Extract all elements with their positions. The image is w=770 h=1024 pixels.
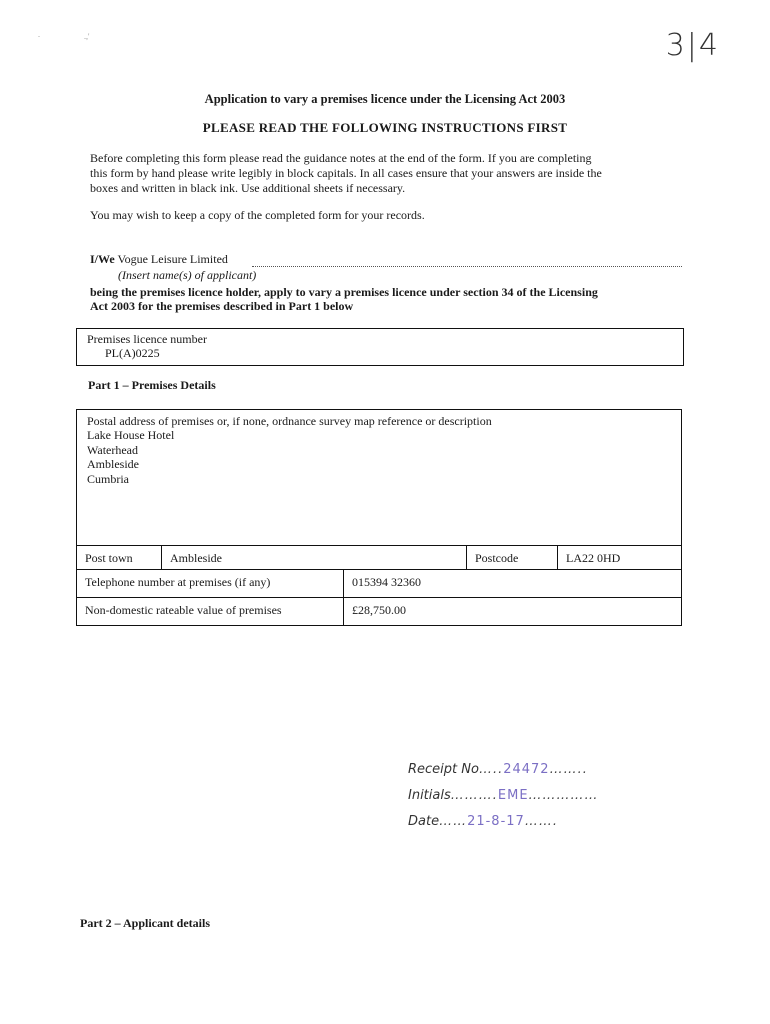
statement-line: being the premises licence holder, apply to vary a premises licence under section 34 of the Licensing [90,285,598,299]
address-lines [87,428,174,486]
instructions-line: Before completing this form please read the guidance notes at the end of the form. If you are completing [90,151,592,165]
applicant-line [90,252,680,267]
telephone-row [77,569,681,597]
initials: Initials……….EME…………… [408,788,599,803]
post-town-row [77,545,681,569]
post-town-label: Post town [85,551,133,565]
licence-number-label: Premises licence number [87,332,207,346]
receipt-label: Receipt No [408,762,479,777]
licence-number-value: PL(A)0225 [105,346,160,360]
receipt-number: Receipt No…..24472…….. [408,762,588,777]
address-line: Cumbria [87,471,129,486]
scan-speck: .,' [84,32,90,41]
instructions-paragraph [90,151,690,196]
postcode-value: LA22 0HD [557,546,681,569]
receipt-value: 24472 [503,762,550,777]
address-line: Lake House Hotel [87,428,175,442]
licence-number-box [76,328,684,366]
applicant-statement [90,285,690,313]
date-label: Date [408,814,440,829]
rateable-value-label: Non-domestic rateable value of premises [85,603,282,617]
initials-value: EME [497,788,529,803]
form-title: Application to vary a premises licence under the Licensing Act 2003 [204,92,566,106]
date: Date……21-8-17……. [408,814,558,829]
postcode-label: Postcode [466,546,557,569]
rateable-value: £28,750.00 [343,598,681,625]
rateable-value-row [77,597,681,625]
address-label: Postal address of premises or, if none, ordnance survey map reference or description [87,414,492,428]
address-line: Ambleside [87,457,139,471]
date-value: 21-8-17 [467,814,525,829]
instructions-heading: PLEASE READ THE FOLLOWING INSTRUCTIONS FIRST [202,120,568,135]
part1-heading: Part 1 – Premises Details [88,378,216,392]
page-number: 3|4 [665,28,720,63]
address-line: Waterhead [87,442,138,457]
statement-line: Act 2003 for the premises described in Part 1 below [90,299,354,313]
instructions-line: boxes and written in black ink. Use additional sheets if necessary. [90,181,406,195]
post-town-value: Ambleside [161,546,466,569]
telephone-label: Telephone number at premises (if any) [85,575,271,589]
premises-details-box [76,409,682,626]
applicant-name-note: (Insert name(s) of applicant) [118,268,257,282]
applicant-label: I/We [90,252,115,266]
scan-speck: . [38,30,40,39]
applicant-name: Vogue Leisure Limited [117,252,228,266]
applicant-dotted-line [252,266,682,267]
keep-copy-note: You may wish to keep a copy of the completed form for your records. [90,208,425,222]
initials-label: Initials [408,788,451,803]
instructions-line: this form by hand please write legibly in block capitals. In all cases ensure that your answers are inside the [90,166,602,180]
telephone-value: 015394 32360 [343,570,681,597]
part2-heading: Part 2 – Applicant details [80,916,211,930]
